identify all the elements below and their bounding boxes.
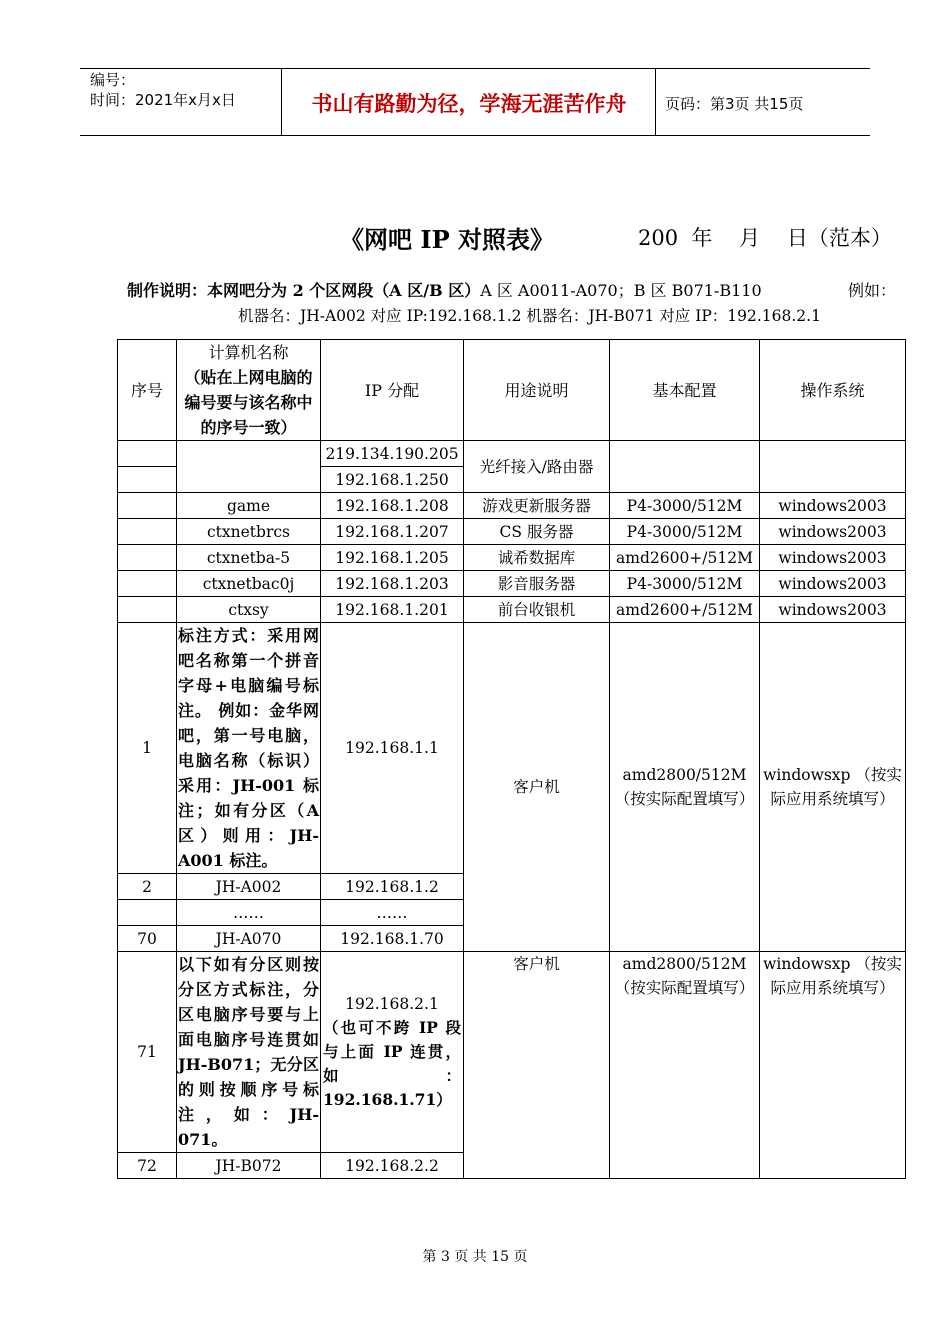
header-divider-left bbox=[281, 68, 282, 136]
cell-os: windows2003 bbox=[760, 545, 906, 571]
description-ranges: A 区 A0011-A070；B 区 B071-B110 bbox=[480, 281, 762, 300]
table-header-row bbox=[118, 340, 906, 441]
cell-ip bbox=[321, 952, 464, 1153]
cell-config: amd2600+/512M bbox=[610, 545, 760, 571]
cell-name: JH-A002 bbox=[177, 874, 321, 900]
cell-ip: 192.168.1.203 bbox=[321, 571, 464, 597]
table-row-server bbox=[118, 545, 906, 571]
cell-ip: …… bbox=[321, 900, 464, 926]
cell-ip: 192.168.1.70 bbox=[321, 926, 464, 952]
cell-usage: CS 服务器 bbox=[464, 519, 610, 545]
cell-name bbox=[177, 441, 321, 493]
cell-os: windowsxp （按实际应用系统填写） bbox=[760, 952, 906, 1179]
table-row-zone-a-1 bbox=[118, 623, 906, 874]
cell-usage: 客户机 bbox=[464, 623, 610, 952]
table-row-server bbox=[118, 493, 906, 519]
cell-no: 70 bbox=[118, 926, 177, 952]
header-divider-right bbox=[655, 68, 656, 136]
description-example: 机器名：JH-A002 对应 IP:192.168.1.2 机器名：JH-B071 对应 IP：192.168.2.1 bbox=[238, 307, 821, 325]
header-motto: 书山有路勤为径，学海无涯苦作舟 bbox=[311, 92, 627, 116]
cell-config: amd2800/512M （按实际配置填写） bbox=[610, 623, 760, 952]
table-row-server bbox=[118, 597, 906, 623]
cell-name: ctxnetbrcs bbox=[177, 519, 321, 545]
cell-name: ctxnetbac0j bbox=[177, 571, 321, 597]
header-usage: 用途说明 bbox=[464, 340, 610, 441]
cell-config: amd2800/512M （按实际配置填写） bbox=[610, 952, 760, 1179]
cell-name-note: 标注方式：采用网吧名称第一个拼音字母+电脑编号标注。 例如：金华网吧，第一号电脑，电脑名称（标识）采用：JH-001 标注；如有分区（A 区）则用：JH-A001 标注。 bbox=[177, 623, 321, 874]
cell-config: P4-3000/512M bbox=[610, 571, 760, 597]
cell-ip: 192.168.1.201 bbox=[321, 597, 464, 623]
description-example-label: 例如： bbox=[848, 281, 897, 300]
cell-no: 71 bbox=[118, 952, 177, 1153]
header-name bbox=[177, 340, 321, 441]
cell-usage: 客户机 bbox=[464, 952, 610, 1179]
cell-usage: 游戏更新服务器 bbox=[464, 493, 610, 519]
header-bottom-rule bbox=[80, 135, 870, 136]
cell-no bbox=[118, 545, 177, 571]
cell-name: JH-B072 bbox=[177, 1153, 321, 1179]
cell-config: P4-3000/512M bbox=[610, 493, 760, 519]
header-config: 基本配置 bbox=[610, 340, 760, 441]
header-page-number: 页码：第3页 共15页 bbox=[665, 95, 804, 113]
cell-ip-value: 192.168.2.1 bbox=[345, 995, 439, 1013]
cell-ip: 192.168.2.2 bbox=[321, 1153, 464, 1179]
table-row-server bbox=[118, 519, 906, 545]
cell-no bbox=[118, 493, 177, 519]
cell-config bbox=[610, 441, 760, 493]
cell-name: …… bbox=[177, 900, 321, 926]
page-footer: 第 3 页 共 15 页 bbox=[422, 1249, 528, 1265]
cell-os: windows2003 bbox=[760, 571, 906, 597]
cell-name: JH-A070 bbox=[177, 926, 321, 952]
header-top-rule bbox=[80, 68, 870, 69]
cell-os: windows2003 bbox=[760, 493, 906, 519]
header-no: 序号 bbox=[118, 340, 177, 441]
cell-usage: 光纤接入/路由器 bbox=[464, 441, 610, 493]
cell-os: windows2003 bbox=[760, 597, 906, 623]
cell-os bbox=[760, 441, 906, 493]
ip-table bbox=[117, 339, 906, 1179]
cell-ip: 192.168.1.250 bbox=[321, 467, 464, 493]
description-line-1 bbox=[127, 278, 762, 301]
header-meta bbox=[90, 70, 236, 110]
cell-ip: 192.168.1.207 bbox=[321, 519, 464, 545]
cell-no: 1 bbox=[118, 623, 177, 874]
description-label: 制作说明：本网吧分为 2 个区网段（A 区/B 区） bbox=[127, 281, 481, 300]
header-name-title: 计算机名称 bbox=[208, 343, 289, 362]
cell-usage: 诚希数据库 bbox=[464, 545, 610, 571]
table-row-zone-b-71 bbox=[118, 952, 906, 1153]
header-time: 时间：2021年x月x日 bbox=[90, 91, 236, 109]
cell-ip: 219.134.190.205 bbox=[321, 441, 464, 467]
cell-ip: 192.168.1.208 bbox=[321, 493, 464, 519]
cell-usage: 影音服务器 bbox=[464, 571, 610, 597]
cell-name: game bbox=[177, 493, 321, 519]
cell-ip-note: （也可不跨 IP 段与上面 IP 连贯，如：192.168.1.71） bbox=[323, 1018, 461, 1109]
cell-no bbox=[118, 441, 177, 467]
header-ip: IP 分配 bbox=[321, 340, 464, 441]
cell-name: ctxnetba-5 bbox=[177, 545, 321, 571]
header-number: 编号： bbox=[90, 71, 136, 89]
page-title: 《网吧 IP 对照表》 bbox=[340, 225, 554, 254]
cell-no bbox=[118, 519, 177, 545]
table-row-router-1 bbox=[118, 441, 906, 467]
table-row-server bbox=[118, 571, 906, 597]
cell-config: amd2600+/512M bbox=[610, 597, 760, 623]
cell-ip: 192.168.1.2 bbox=[321, 874, 464, 900]
cell-ip: 192.168.1.205 bbox=[321, 545, 464, 571]
cell-no bbox=[118, 571, 177, 597]
header-name-note: （贴在上网电脑的编号要与该名称中的序号一致） bbox=[184, 368, 313, 437]
cell-os: windows2003 bbox=[760, 519, 906, 545]
cell-no bbox=[118, 467, 177, 493]
cell-no: 72 bbox=[118, 1153, 177, 1179]
cell-config: P4-3000/512M bbox=[610, 519, 760, 545]
cell-name: ctxsy bbox=[177, 597, 321, 623]
cell-os: windowsxp （按实际应用系统填写） bbox=[760, 623, 906, 952]
cell-no: 2 bbox=[118, 874, 177, 900]
cell-ip: 192.168.1.1 bbox=[321, 623, 464, 874]
cell-no bbox=[118, 900, 177, 926]
header-os: 操作系统 bbox=[760, 340, 906, 441]
cell-usage: 前台收银机 bbox=[464, 597, 610, 623]
cell-name-note: 以下如有分区则按分区方式标注，分区电脑序号要与上面电脑序号连贯如 JH-B071；无分区的则按顺序号标注，如：JH-071。 bbox=[177, 952, 321, 1153]
cell-no bbox=[118, 597, 177, 623]
title-date: 200 年 月 日（范本） bbox=[638, 226, 892, 250]
